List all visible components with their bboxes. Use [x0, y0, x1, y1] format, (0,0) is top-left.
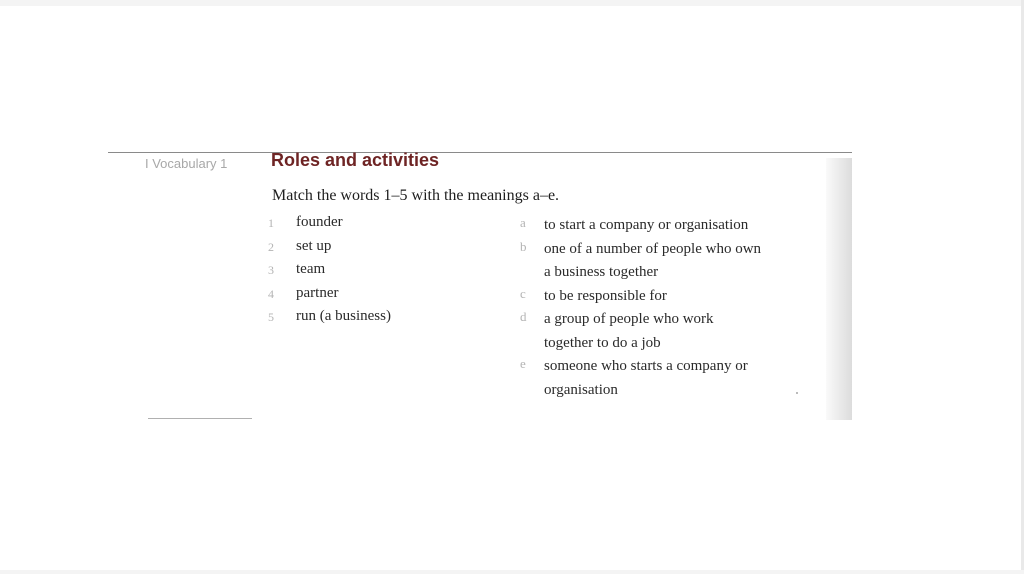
top-rule [108, 152, 852, 153]
meaning-letter: c [520, 285, 526, 301]
word-number: 3 [268, 263, 274, 277]
page-edge-shadow [826, 158, 852, 420]
word-number: 4 [268, 286, 274, 301]
section-label: I Vocabulary 1 [145, 156, 228, 171]
word-text: partner [296, 284, 339, 301]
meaning-text: to start a company or organisation [544, 217, 749, 233]
scanned-textbook-page [108, 152, 852, 420]
meaning-item [520, 214, 761, 238]
meaning-list [520, 214, 761, 402]
meaning-item [520, 308, 761, 355]
slide-frame-bottom [0, 570, 1024, 574]
meaning-text-continued: organisation [544, 381, 618, 398]
meaning-item [520, 238, 761, 285]
scan-speck [796, 392, 798, 394]
slide-frame-top [0, 0, 1024, 6]
meaning-letter: b [520, 238, 527, 254]
meaning-text: to be responsible for [544, 287, 667, 304]
meaning-text: a group of people who work [544, 311, 714, 327]
word-text: founder [296, 214, 343, 230]
meaning-item [520, 285, 761, 309]
meaning-text-continued: a business together [544, 264, 659, 280]
exercise-instruction: Match the words 1–5 with the meanings a–e. [272, 187, 560, 204]
meaning-letter: d [520, 309, 527, 324]
meaning-letter: a [520, 215, 526, 230]
word-text: set up [296, 237, 332, 254]
word-text: team [296, 261, 326, 277]
word-number: 1 [268, 216, 274, 230]
word-number: 5 [268, 310, 274, 324]
meaning-letter: e [520, 356, 526, 371]
word-number: 2 [268, 239, 274, 254]
meaning-item [520, 355, 761, 402]
meaning-text: one of a number of people who own [544, 240, 762, 257]
section-title: Roles and activities [271, 150, 440, 170]
meaning-text: someone who starts a company or [544, 358, 748, 374]
word-text: run (a business) [296, 308, 391, 324]
bottom-rule [148, 418, 252, 419]
meaning-text-continued: together to do a job [544, 334, 661, 351]
